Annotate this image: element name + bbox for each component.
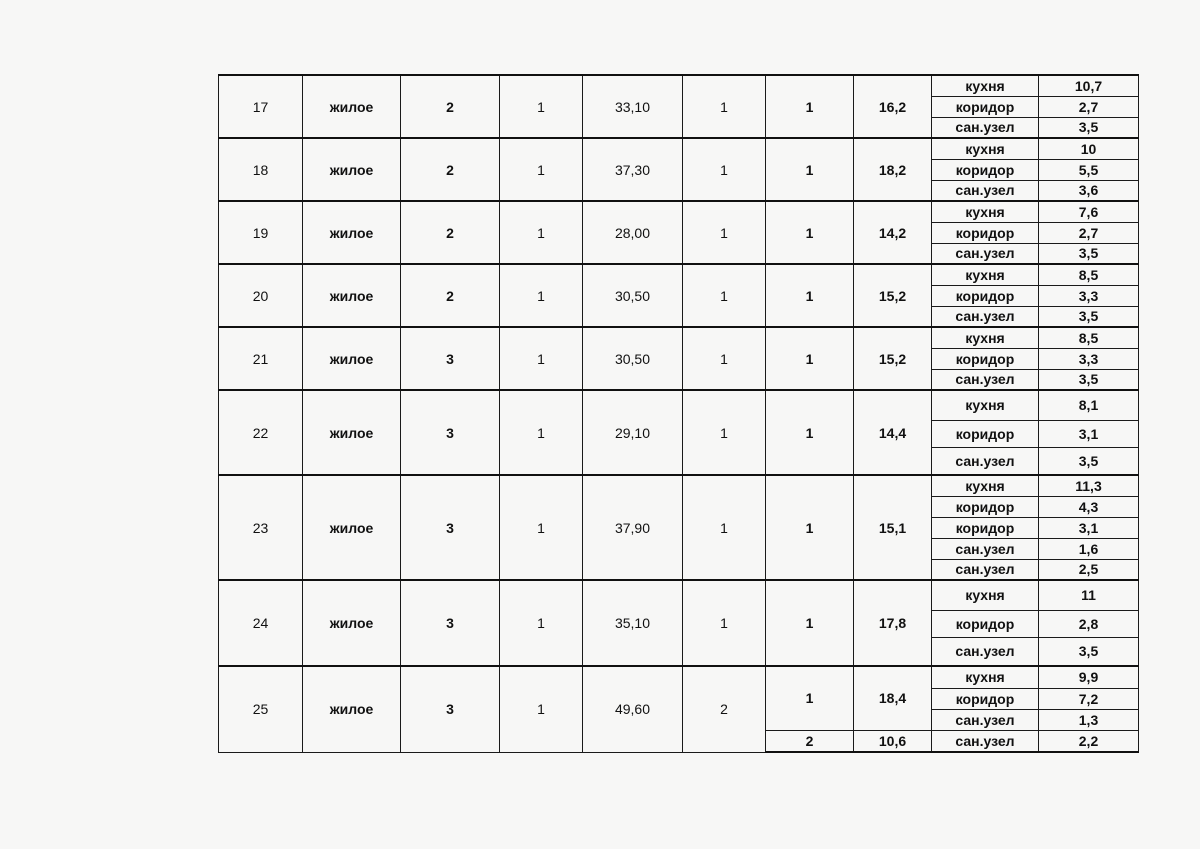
premises-type-cell: жилое [303, 475, 401, 580]
auxiliary-room-name-cell: кухня [932, 390, 1039, 420]
rooms-count-cell: 1 [683, 264, 766, 327]
auxiliary-room-name-cell: кухня [932, 666, 1039, 688]
room-number-cell: 1 [766, 327, 854, 390]
room-area-cell: 14,2 [854, 201, 932, 264]
auxiliary-room-name-cell: сан.узел [932, 369, 1039, 390]
auxiliary-room-area-cell: 3,5 [1039, 117, 1139, 138]
auxiliary-room-name-cell: кухня [932, 138, 1039, 159]
table-row [219, 327, 1139, 348]
auxiliary-room-name-cell: кухня [932, 475, 1039, 496]
total-area-cell: 30,50 [583, 327, 683, 390]
total-area-cell: 37,90 [583, 475, 683, 580]
room-number-cell: 1 [766, 201, 854, 264]
auxiliary-room-area-cell: 3,1 [1039, 517, 1139, 538]
room-number-cell: 1 [766, 666, 854, 730]
room-area-cell: 18,2 [854, 138, 932, 201]
auxiliary-room-name-cell: сан.узел [932, 447, 1039, 475]
room-area-cell: 15,2 [854, 327, 932, 390]
apartment-number-cell: 20 [219, 264, 303, 327]
auxiliary-room-name-cell: сан.узел [932, 709, 1039, 730]
apartment-number-cell: 22 [219, 390, 303, 475]
table-row [219, 75, 1139, 96]
table-row [219, 580, 1139, 610]
room-number-cell: 1 [766, 475, 854, 580]
total-area-cell: 29,10 [583, 390, 683, 475]
auxiliary-room-area-cell: 1,6 [1039, 538, 1139, 559]
premises-type-cell: жилое [303, 75, 401, 138]
auxiliary-room-area-cell: 5,5 [1039, 159, 1139, 180]
auxiliary-room-name-cell: коридор [932, 159, 1039, 180]
rooms-count-cell: 1 [683, 75, 766, 138]
premises-type-cell: жилое [303, 327, 401, 390]
table-row [219, 138, 1139, 159]
auxiliary-room-area-cell: 11 [1039, 580, 1139, 610]
room-area-cell: 17,8 [854, 580, 932, 666]
auxiliary-room-area-cell: 4,3 [1039, 496, 1139, 517]
floor-cell: 2 [401, 201, 500, 264]
auxiliary-room-name-cell: коридор [932, 517, 1039, 538]
auxiliary-room-name-cell: коридор [932, 222, 1039, 243]
total-area-cell: 28,00 [583, 201, 683, 264]
total-area-cell: 33,10 [583, 75, 683, 138]
total-area-cell: 35,10 [583, 580, 683, 666]
auxiliary-room-area-cell: 3,3 [1039, 348, 1139, 369]
rooms-count-cell: 1 [683, 138, 766, 201]
auxiliary-room-area-cell: 11,3 [1039, 475, 1139, 496]
auxiliary-room-name-cell: коридор [932, 610, 1039, 637]
floor-cell: 3 [401, 580, 500, 666]
room-area-cell: 15,1 [854, 475, 932, 580]
auxiliary-room-area-cell: 8,5 [1039, 264, 1139, 285]
auxiliary-room-name-cell: сан.узел [932, 180, 1039, 201]
apartment-number-cell: 23 [219, 475, 303, 580]
apartment-number-cell: 19 [219, 201, 303, 264]
auxiliary-room-area-cell: 3,6 [1039, 180, 1139, 201]
count-cell: 1 [500, 201, 583, 264]
rooms-count-cell: 1 [683, 201, 766, 264]
floor-cell: 3 [401, 666, 500, 752]
auxiliary-room-area-cell: 2,8 [1039, 610, 1139, 637]
room-number-cell: 1 [766, 75, 854, 138]
auxiliary-room-name-cell: коридор [932, 496, 1039, 517]
apartment-number-cell: 17 [219, 75, 303, 138]
count-cell: 1 [500, 327, 583, 390]
count-cell: 1 [500, 666, 583, 752]
table-row [219, 201, 1139, 222]
rooms-count-cell: 1 [683, 327, 766, 390]
auxiliary-room-area-cell: 8,5 [1039, 327, 1139, 348]
room-area-cell: 18,4 [854, 666, 932, 730]
auxiliary-room-name-cell: сан.узел [932, 559, 1039, 580]
auxiliary-room-area-cell: 3,5 [1039, 243, 1139, 264]
auxiliary-room-name-cell: сан.узел [932, 243, 1039, 264]
auxiliary-room-area-cell: 7,6 [1039, 201, 1139, 222]
premises-type-cell: жилое [303, 390, 401, 475]
apartment-number-cell: 24 [219, 580, 303, 666]
premises-type-cell: жилое [303, 264, 401, 327]
auxiliary-room-name-cell: сан.узел [932, 306, 1039, 327]
floor-cell: 2 [401, 75, 500, 138]
rooms-count-cell: 1 [683, 390, 766, 475]
floor-cell: 2 [401, 138, 500, 201]
auxiliary-room-area-cell: 2,5 [1039, 559, 1139, 580]
count-cell: 1 [500, 580, 583, 666]
auxiliary-room-area-cell: 3,5 [1039, 637, 1139, 666]
count-cell: 1 [500, 75, 583, 138]
auxiliary-room-name-cell: сан.узел [932, 538, 1039, 559]
floor-cell: 3 [401, 475, 500, 580]
rooms-count-cell: 1 [683, 475, 766, 580]
premises-type-cell: жилое [303, 580, 401, 666]
auxiliary-room-name-cell: сан.узел [932, 637, 1039, 666]
floor-cell: 3 [401, 327, 500, 390]
auxiliary-room-name-cell: сан.узел [932, 730, 1039, 752]
premises-type-cell: жилое [303, 666, 401, 752]
auxiliary-room-area-cell: 3,1 [1039, 420, 1139, 447]
rooms-count-cell: 1 [683, 580, 766, 666]
table-row [219, 475, 1139, 496]
table-row [219, 666, 1139, 688]
auxiliary-room-area-cell: 3,3 [1039, 285, 1139, 306]
table-row [219, 264, 1139, 285]
floor-cell: 2 [401, 264, 500, 327]
count-cell: 1 [500, 390, 583, 475]
rooms-count-cell: 2 [683, 666, 766, 752]
total-area-cell: 37,30 [583, 138, 683, 201]
auxiliary-room-area-cell: 3,5 [1039, 306, 1139, 327]
apartment-number-cell: 18 [219, 138, 303, 201]
table-row [219, 390, 1139, 420]
auxiliary-room-name-cell: коридор [932, 96, 1039, 117]
room-area-cell: 10,6 [854, 730, 932, 752]
apartment-table [218, 74, 1139, 753]
auxiliary-room-name-cell: коридор [932, 285, 1039, 306]
auxiliary-room-name-cell: кухня [932, 580, 1039, 610]
auxiliary-room-area-cell: 10,7 [1039, 75, 1139, 96]
room-number-cell: 1 [766, 580, 854, 666]
auxiliary-room-name-cell: кухня [932, 75, 1039, 96]
auxiliary-room-area-cell: 9,9 [1039, 666, 1139, 688]
auxiliary-room-area-cell: 3,5 [1039, 369, 1139, 390]
apartment-number-cell: 21 [219, 327, 303, 390]
room-number-cell: 1 [766, 264, 854, 327]
auxiliary-room-name-cell: коридор [932, 348, 1039, 369]
auxiliary-room-area-cell: 3,5 [1039, 447, 1139, 475]
room-number-cell: 2 [766, 730, 854, 752]
room-area-cell: 15,2 [854, 264, 932, 327]
auxiliary-room-name-cell: коридор [932, 420, 1039, 447]
room-area-cell: 14,4 [854, 390, 932, 475]
room-number-cell: 1 [766, 138, 854, 201]
room-number-cell: 1 [766, 390, 854, 475]
auxiliary-room-name-cell: кухня [932, 264, 1039, 285]
auxiliary-room-area-cell: 2,7 [1039, 222, 1139, 243]
auxiliary-room-name-cell: коридор [932, 688, 1039, 709]
auxiliary-room-area-cell: 10 [1039, 138, 1139, 159]
room-area-cell: 16,2 [854, 75, 932, 138]
apartment-number-cell: 25 [219, 666, 303, 752]
count-cell: 1 [500, 264, 583, 327]
count-cell: 1 [500, 138, 583, 201]
total-area-cell: 30,50 [583, 264, 683, 327]
auxiliary-room-name-cell: сан.узел [932, 117, 1039, 138]
auxiliary-room-area-cell: 2,7 [1039, 96, 1139, 117]
auxiliary-room-area-cell: 1,3 [1039, 709, 1139, 730]
auxiliary-room-name-cell: кухня [932, 327, 1039, 348]
count-cell: 1 [500, 475, 583, 580]
auxiliary-room-area-cell: 2,2 [1039, 730, 1139, 752]
floor-cell: 3 [401, 390, 500, 475]
premises-type-cell: жилое [303, 138, 401, 201]
auxiliary-room-area-cell: 7,2 [1039, 688, 1139, 709]
total-area-cell: 49,60 [583, 666, 683, 752]
premises-type-cell: жилое [303, 201, 401, 264]
auxiliary-room-name-cell: кухня [932, 201, 1039, 222]
auxiliary-room-area-cell: 8,1 [1039, 390, 1139, 420]
